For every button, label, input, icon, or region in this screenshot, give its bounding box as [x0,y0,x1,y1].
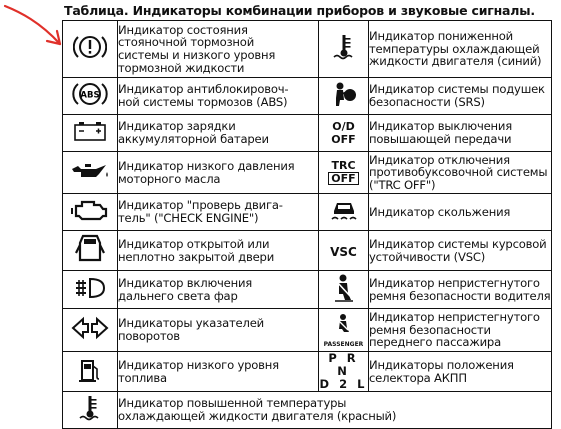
vsc-icon: VSC [319,231,369,271]
driver-seatbelt-description: Индикатор непристегнутого ремня безопасности водителя [369,271,552,309]
slip-description: Индикатор скольжения [369,194,552,231]
high-coolant-description: Индикатор повышенной температуры охлаждающей жидкости двигателя (красный) [118,392,552,429]
turn-signal-icon [63,309,118,352]
abs-icon [63,78,118,115]
table-row [63,78,552,115]
battery-icon [63,115,118,152]
door-open-description: Индикатор открытой или неплотно закрытой двери [118,231,319,271]
srs-airbag-icon [319,78,369,115]
oil-pressure-description: Индикатор низкого давления моторного масла [118,152,319,194]
gear-selector-description: Индикаторы положения селектора АКПП [369,352,552,392]
low-coolant-temp-icon [319,21,369,78]
battery-description: Индикатор зарядки аккумуляторной батареи [118,115,319,152]
low-coolant-description: Индикатор пониженной температуры охлаждающей жидкости двигателя (синий) [369,21,552,78]
table-row [63,194,552,231]
trc-off-description: Индикатор отключения противобуксовочной системы ("TRC OFF") [369,152,552,194]
svg-text:ABS: ABS [80,90,100,101]
passenger-seatbelt-icon: PASSENGER [319,309,369,352]
table-row [63,152,552,194]
table-row [63,271,552,309]
brake-warning-icon [63,21,118,78]
oil-pressure-icon [63,152,118,194]
table-row [63,21,552,78]
red-arrow-icon [0,0,70,70]
table-row [63,392,552,429]
slip-indicator-icon [319,194,369,231]
od-off-icon: O/D OFF [319,115,369,152]
brake-indicator-description: Индикатор состояния стояночной тормозной системы и низкого уровня тормозной жидкости [118,21,319,78]
indicator-table [62,20,552,429]
table-row [63,115,552,152]
turn-signal-description: Индикаторы указателей поворотов [118,309,319,352]
check-engine-icon [63,194,118,231]
od-off-description: Индикатор выключения повышающей передачи [369,115,552,152]
high-coolant-temp-icon [63,392,118,429]
table-row [63,231,552,271]
high-beam-icon [63,271,118,309]
low-fuel-icon [63,352,118,392]
table-title: Таблица. Индикаторы комбинации приборов и звуковые сигналы. [64,3,535,18]
srs-description: Индикатор системы подушек безопасности (SRS) [369,78,552,115]
gear-selector-icon: P R N D 2 L [319,351,368,391]
high-beam-description: Индикатор включения дальнего света фар [118,271,319,309]
table-row [63,352,552,392]
check-engine-description: Индикатор "проверь двига- тель" ("CHECK ENGINE") [118,194,319,231]
passenger-seatbelt-description: Индикатор непристегнутого ремня безопасности переднего пассажира [369,309,552,352]
abs-description: Индикатор антиблокировоч- ной системы тормозов (ABS) [118,78,319,115]
driver-seatbelt-icon [319,271,369,309]
low-fuel-description: Индикатор низкого уровня топлива [118,352,319,392]
table-row [63,309,552,352]
trc-off-icon: TRC OFF [319,152,369,194]
vsc-description: Индикатор системы курсовой устойчивости (VSC) [369,231,552,271]
door-open-icon [63,231,118,271]
